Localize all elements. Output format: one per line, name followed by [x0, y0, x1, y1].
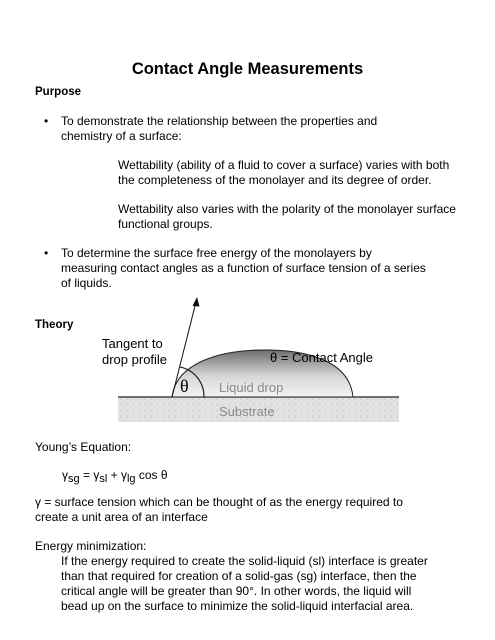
- gamma-symbol: γ: [93, 468, 100, 482]
- gamma-symbol: γ: [120, 468, 127, 482]
- contact-angle-label: θ = Contact Angle: [270, 350, 373, 365]
- bullet-2-line-3: of liquids.: [61, 276, 112, 290]
- liquid-drop-label: Liquid drop: [219, 380, 284, 395]
- tangent-label-line-1: Tangent to: [102, 336, 163, 351]
- bullet-2-line-1: To determine the surface free energy of the monolayers by: [61, 246, 372, 260]
- energy-text-line-1: If the energy required to create the solid-liquid (sl) interface is greater: [61, 554, 428, 568]
- subscript-lg: lg: [126, 473, 136, 485]
- page-title: Contact Angle Measurements: [131, 60, 364, 78]
- gamma-definition-line-1: γ = surface tension which can be thought of as the energy required to: [35, 495, 403, 509]
- youngs-equation-label: Young’s Equation:: [35, 440, 132, 454]
- subscript-sl: sl: [99, 473, 108, 485]
- energy-text-line-3: critical angle will be greater than 90°. In other words, the liquid will: [61, 584, 412, 598]
- energy-minimization-heading: Energy minimization:: [35, 539, 147, 553]
- cos-theta: cos θ: [135, 468, 168, 482]
- tangent-label-line-2: drop profile: [102, 352, 168, 367]
- subscript-sg: sg: [68, 473, 80, 485]
- energy-text-line-2: than that required for creation of a solid-gas (sg) interface, then the: [61, 569, 417, 583]
- bullet-2-line-2: measuring contact angles as a function of surface tension of a series: [61, 261, 426, 275]
- gamma-definition-line-2: create a unit area of an interface: [35, 510, 208, 524]
- tangent-arrowhead: [193, 297, 200, 307]
- theory-heading: Theory: [35, 319, 74, 331]
- bullet-1-line-1: To demonstrate the relationship between the properties and: [61, 114, 378, 128]
- indent-2-line-2: functional groups.: [118, 217, 213, 231]
- bullet-dot: •: [44, 114, 49, 128]
- bullet-dot: •: [44, 246, 49, 260]
- theta-symbol: θ: [180, 376, 189, 396]
- bullet-1-line-2: chemistry of a surface:: [61, 129, 182, 143]
- indent-1-line-1: Wettability (ability of a fluid to cover a surface) varies with both: [118, 158, 450, 172]
- equals-sign: =: [79, 468, 94, 482]
- youngs-equation: [62, 468, 168, 485]
- plus-sign: +: [107, 468, 121, 482]
- gamma-symbol: γ: [62, 468, 68, 482]
- indent-1-line-2: the completeness of the monolayer and its degree of order.: [118, 173, 432, 187]
- indent-2-line-1: Wettability also varies with the polarity of the monolayer surface: [118, 202, 456, 216]
- energy-text-line-4: bead up on the surface to minimize the solid-liquid interfacial area.: [61, 599, 414, 613]
- purpose-heading: Purpose: [35, 86, 82, 98]
- substrate-label: Substrate: [219, 404, 275, 419]
